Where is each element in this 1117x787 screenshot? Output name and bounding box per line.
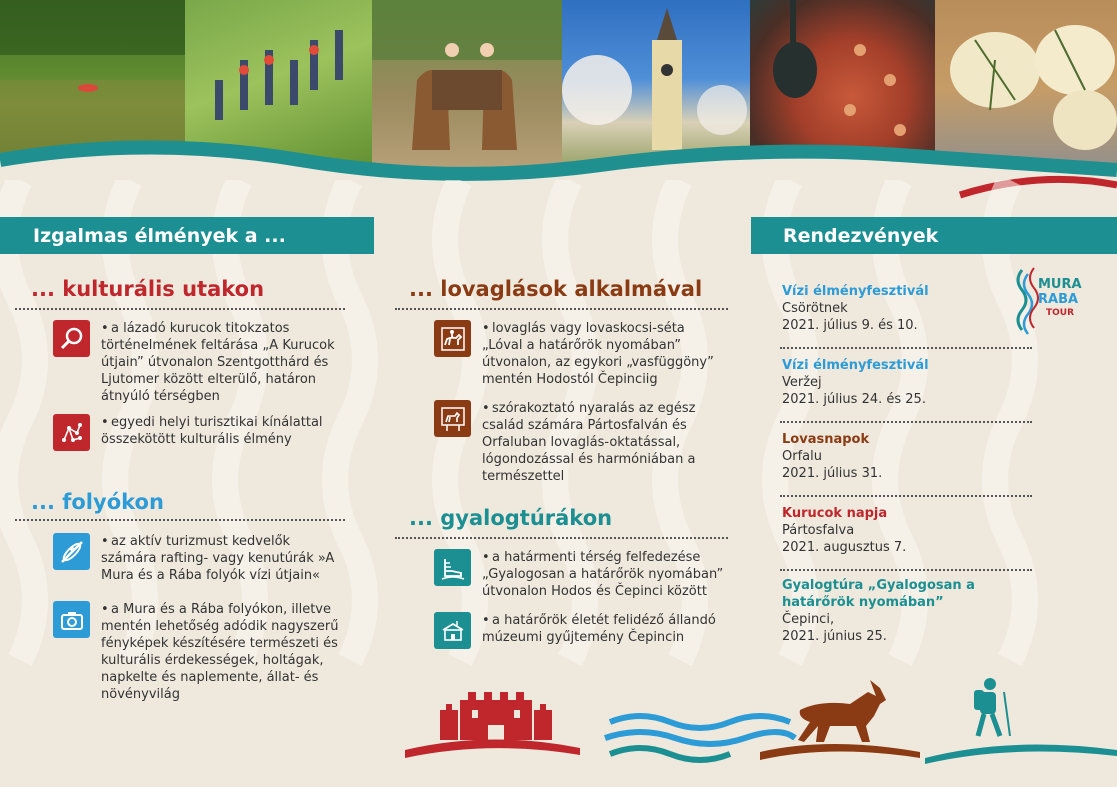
list-item: • a lázadó kurucok titokzatos történelmének feltárása „A Kurucok útjain” útvonalon Szentgotthárd és Ljutomer között elterülő, határon átnyúló térségben bbox=[53, 320, 343, 405]
item-text: a lázadó kurucok titokzatos történelmének feltárása „A Kurucok útjain” útvonalon Szentgotthárd és Ljutomer között elterülő, határon átnyúló térségben bbox=[101, 321, 335, 404]
item-text: a Mura és a Rába folyókon, illetve mentén lehetőség adódik nagyszerű fényképek készítésére természeti és kulturális érdekességek, holtágak, napkelte és naplemente, állat- és növényvilág bbox=[101, 602, 339, 702]
list-item: • az aktív turizmust kedvelők számára rafting- vagy kenutúrák »A Mura és a Rába folyók vízi útjain« bbox=[53, 533, 353, 584]
event-title: Vízi élményfesztivál bbox=[782, 358, 929, 373]
list-item: • a Mura és a Rába folyókon, illetve mentén lehetőség adódik nagyszerű fényképek készítésére természeti és kulturális érdekességek, holtágak, napkelte és naplemente, állat- és növényvilág bbox=[53, 601, 353, 703]
logo-text-tour: TOUR bbox=[1046, 308, 1075, 318]
event-date: 2021. július 31. bbox=[782, 466, 883, 481]
left-section-header: Izgalmas élmények a ... bbox=[0, 217, 374, 254]
event-item bbox=[782, 357, 929, 408]
item-text: az aktív turizmust kedvelők számára rafting- vagy kenutúrák »A Mura és a Rába folyók vízi útjain« bbox=[101, 534, 335, 583]
event-date: 2021. július 9. és 10. bbox=[782, 318, 918, 333]
events-header: Rendezvények bbox=[751, 217, 1117, 254]
event-date: 2021. június 25. bbox=[782, 629, 887, 644]
list-item: • egyedi helyi turisztikai kínálattal összekötött kulturális élmény bbox=[53, 414, 343, 451]
event-place: Csörötnek bbox=[782, 301, 848, 316]
hiker-icon bbox=[925, 678, 1117, 764]
event-place: Pártosfalva bbox=[782, 523, 855, 538]
event-item bbox=[782, 577, 1032, 645]
event-place: Veržej bbox=[782, 375, 822, 390]
event-item bbox=[782, 431, 882, 482]
item-text: a határőrök életét felidéző állandó múzeumi gyűjtemény Čepincin bbox=[482, 613, 716, 645]
event-date: 2021. július 24. és 25. bbox=[782, 392, 926, 407]
list-item: • a határmenti térség felfedezése „Gyalogosan a határőrök nyomában” útvonalon Hodos és Čepinci között bbox=[434, 549, 734, 600]
event-date: 2021. augusztus 7. bbox=[782, 540, 907, 555]
item-text: szórakoztató nyaralás az egész család számára Pártosfalván és Orfaluban lovaglás-oktatással, lógondozással és harmóniában a természettel bbox=[482, 401, 696, 484]
horse-rider-icon bbox=[434, 320, 471, 357]
hiking-section-title: ... gyalogtúrákon bbox=[409, 506, 613, 530]
event-place: Čepinci, bbox=[782, 612, 835, 627]
item-text: egyedi helyi turisztikai kínálattal összekötött kulturális élmény bbox=[101, 415, 323, 447]
item-text: a határmenti térség felfedezése „Gyalogosan a határőrök nyomában” útvonalon Hodos és Čepinci között bbox=[482, 550, 724, 599]
riding-section-title: ... lovaglások alkalmával bbox=[409, 277, 703, 301]
route-points-icon bbox=[53, 414, 90, 451]
list-item: • szórakoztató nyaralás az egész család számára Pártosfalván és Orfaluban lovaglás-oktatással, lógondozással és harmóniában a természettel bbox=[434, 400, 734, 485]
divider bbox=[780, 569, 1032, 571]
event-place: Orfalu bbox=[782, 449, 822, 464]
event-title: Kurucok napja bbox=[782, 506, 888, 521]
kayak-icon bbox=[53, 533, 90, 570]
event-item bbox=[782, 283, 929, 334]
hiking-boot-icon bbox=[434, 549, 471, 586]
event-title: Lovasnapok bbox=[782, 432, 870, 447]
camera-icon bbox=[53, 601, 90, 638]
logo-text-raba: RABA bbox=[1038, 292, 1079, 307]
cultural-section-title: ... kulturális utakon bbox=[31, 277, 265, 301]
event-item bbox=[782, 505, 906, 556]
castle-icon bbox=[405, 692, 580, 758]
rivers-section-title: ... folyókon bbox=[31, 490, 164, 514]
mura-raba-tour-logo bbox=[1010, 266, 1090, 338]
bottom-illustration bbox=[400, 670, 1117, 787]
list-item: • a határőrök életét felidéző állandó múzeumi gyűjtemény Čepincin bbox=[434, 612, 734, 649]
event-title: Vízi élményfesztivál bbox=[782, 284, 929, 299]
divider bbox=[395, 308, 728, 310]
item-text: lovaglás vagy lovaskocsi-séta „Lóval a határőrök nyomában” útvonalon, az egykori „vasfüggöny” mentén Hodostól Čepinciig bbox=[482, 321, 714, 387]
museum-building-icon bbox=[434, 612, 471, 649]
divider bbox=[780, 347, 1032, 349]
divider bbox=[395, 537, 728, 539]
event-title: Gyalogtúra „Gyalogosan a határőrök nyomában” bbox=[782, 578, 975, 610]
logo-text-mura: MURA bbox=[1038, 277, 1082, 292]
divider bbox=[15, 519, 345, 521]
divider bbox=[780, 421, 1032, 423]
horse-sign-icon bbox=[434, 400, 471, 437]
divider bbox=[15, 308, 345, 310]
magnifier-icon bbox=[53, 320, 90, 357]
divider bbox=[780, 495, 1032, 497]
list-item: • lovaglás vagy lovaskocsi-séta „Lóval a határőrök nyomában” útvonalon, az egykori „vasfüggöny” mentén Hodostól Čepinciig bbox=[434, 320, 734, 388]
